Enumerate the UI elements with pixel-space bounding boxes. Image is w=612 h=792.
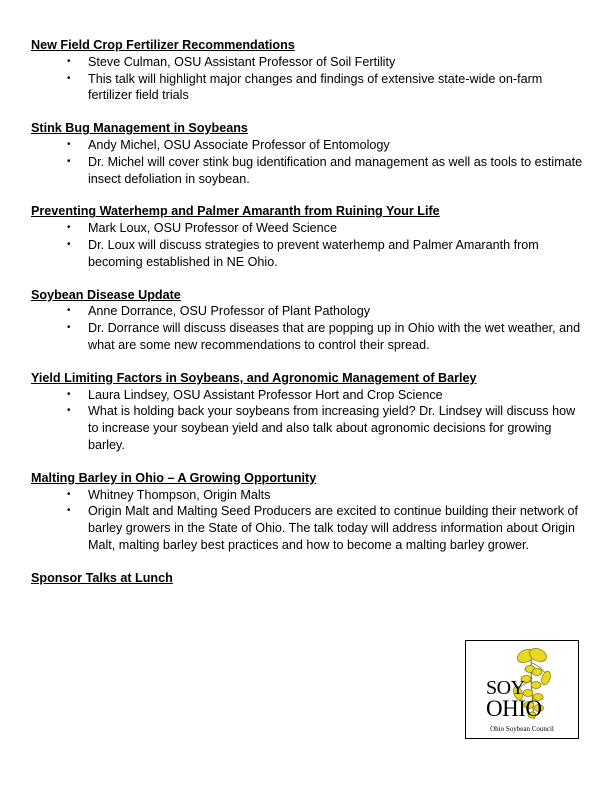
list-item — [31, 71, 583, 105]
bullet-list — [31, 54, 591, 104]
bullet-glyph: • — [67, 388, 71, 400]
list-item — [31, 303, 583, 320]
section-title: Soybean Disease Update — [31, 287, 181, 302]
bullet-glyph: • — [67, 488, 71, 500]
section-sponsor-talks — [31, 570, 591, 587]
section-title: Yield Limiting Factors in Soybeans, and Agronomic Management of Barley — [31, 370, 477, 385]
section-title: Stink Bug Management in Soybeans — [31, 121, 248, 136]
section-yield-limiting — [31, 370, 591, 454]
bullet-list — [31, 303, 591, 353]
bullet-list — [31, 220, 591, 270]
section-waterhemp — [31, 203, 591, 270]
logo-council-text: Ohio Soybean Council — [490, 725, 554, 733]
logo-ohio-text: OHIO — [486, 696, 542, 721]
section-malting-barley — [31, 470, 591, 554]
bullet-text: Dr. Loux will discuss strategies to prevent waterhemp and Palmer Amaranth from becoming established in NE Ohio. — [88, 237, 539, 269]
bullet-text: Laura Lindsey, OSU Assistant Professor Hort and Crop Science — [88, 387, 443, 402]
section-title: Sponsor Talks at Lunch — [31, 570, 173, 585]
bullet-glyph: • — [67, 305, 71, 317]
bullet-glyph: • — [67, 222, 71, 234]
list-item — [31, 54, 583, 71]
bullet-text: Origin Malt and Malting Seed Producers are excited to continue building their network of barley growers in the State of Ohio. The talk today will address information about Origin Malt, malting barley best practices and how to become a malting barley grower. — [88, 504, 579, 552]
section-soybean-disease — [31, 287, 591, 354]
section-fertilizer — [31, 37, 591, 104]
bullet-text: This talk will highlight major changes and findings of extensive state-wide on-farm fertilizer field trials — [88, 71, 543, 103]
bullet-glyph: • — [67, 155, 71, 167]
logo-soy-text: SOY — [486, 677, 525, 699]
bullet-text: Steve Culman, OSU Assistant Professor of Soil Fertility — [88, 54, 396, 69]
bullet-list — [31, 137, 591, 187]
list-item — [31, 237, 583, 271]
bullet-text: Dr. Michel will cover stink bug identification and management as well as tools to estimate insect defoliation in soybean. — [88, 154, 583, 186]
list-item — [31, 137, 583, 154]
bullet-text: Mark Loux, OSU Professor of Weed Science — [88, 221, 337, 236]
bullet-glyph: • — [67, 138, 71, 150]
list-item — [31, 220, 583, 237]
section-title: New Field Crop Fertilizer Recommendations — [31, 38, 295, 52]
list-item — [31, 320, 583, 354]
bullet-glyph: • — [67, 322, 71, 334]
bullet-text: Dr. Dorrance will discuss diseases that are popping up in Ohio with the wet weather, and what are some new recommendations to control their spread. — [88, 321, 581, 352]
document-page — [31, 37, 591, 603]
soy-ohio-logo — [465, 640, 579, 739]
bullet-glyph: • — [67, 505, 71, 517]
section-title: Preventing Waterhemp and Palmer Amaranth from Ruining Your Life — [31, 204, 440, 219]
bullet-text: What is holding back your soybeans from increasing yield? Dr. Lindsey will discuss how to increase your soybean yield and also talk about agronomic decisions for growing barley. — [88, 404, 576, 452]
bullet-text: Andy Michel, OSU Associate Professor of Entomology — [88, 137, 390, 152]
bullet-list — [31, 487, 591, 554]
bullet-list — [31, 387, 591, 454]
list-item — [31, 403, 583, 453]
section-title: Malting Barley in Ohio – A Growing Opportunity — [31, 470, 317, 485]
list-item — [31, 387, 583, 404]
list-item — [31, 154, 583, 188]
bullet-glyph: • — [67, 72, 71, 84]
bullet-text: Whitney Thompson, Origin Malts — [88, 487, 271, 502]
list-item — [31, 503, 583, 553]
list-item — [31, 487, 583, 504]
section-stink-bug — [31, 120, 591, 187]
bullet-glyph: • — [67, 238, 71, 250]
bullet-glyph: • — [67, 405, 71, 417]
bullet-text: Anne Dorrance, OSU Professor of Plant Pathology — [88, 304, 371, 319]
bullet-glyph: • — [67, 55, 71, 67]
